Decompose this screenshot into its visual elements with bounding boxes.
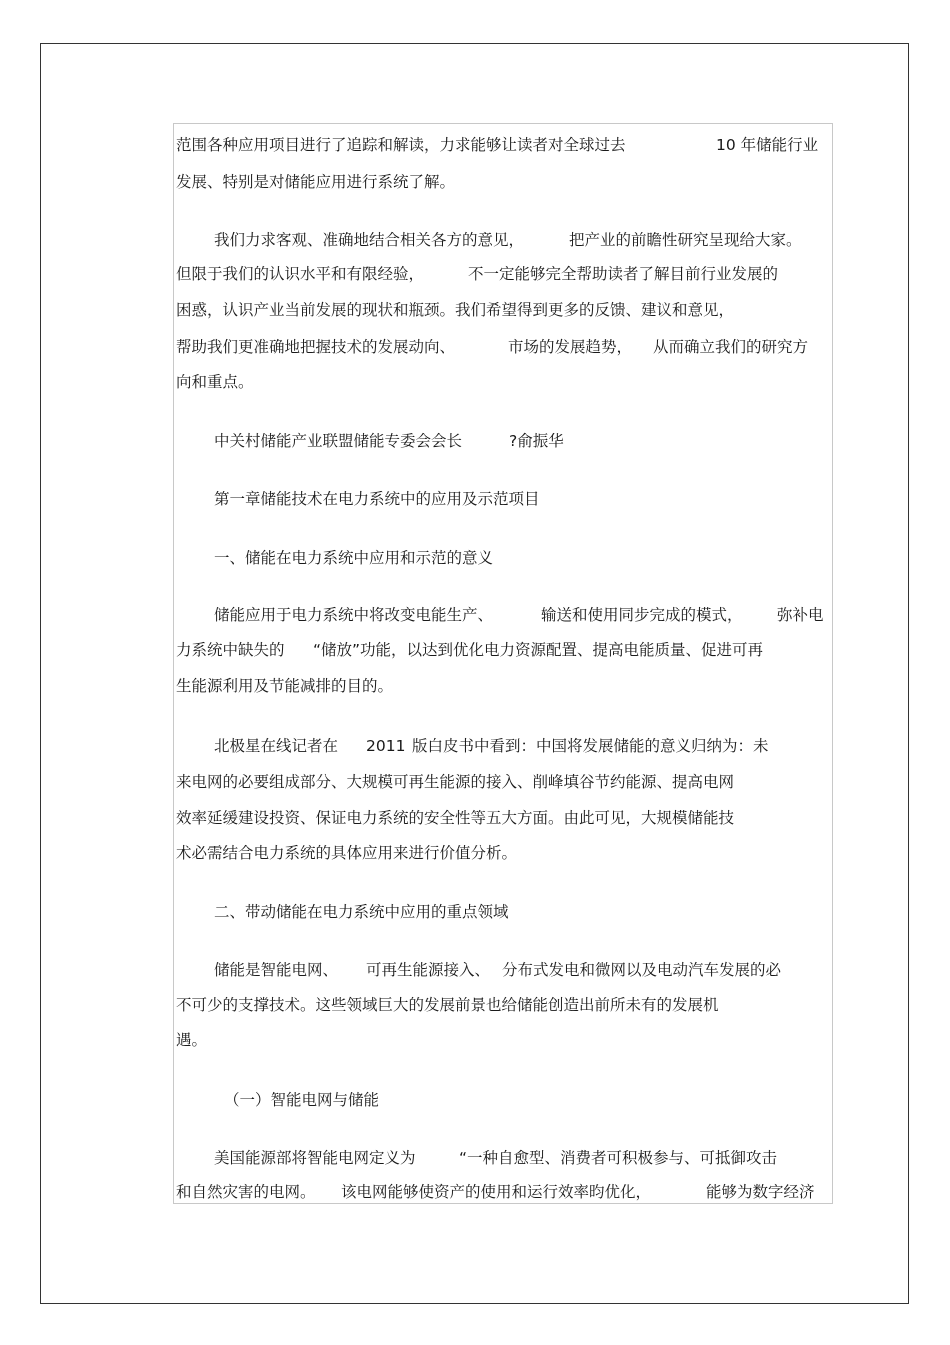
chapter-title: 第一章储能技术在电力系统中的应用及示范项目 bbox=[214, 490, 540, 508]
p3-line-2 bbox=[176, 640, 832, 660]
p3-line-1-b: 输送和使用同步完成的模式， bbox=[541, 606, 743, 624]
p6-line-2-a: 和自然灾害的电网。 bbox=[176, 1183, 316, 1201]
p2-line-3: 困惑，认识产业当前发展的现状和瓶颈。我们希望得到更多的反馈、建议和意见， bbox=[176, 301, 735, 319]
p2-line-4 bbox=[176, 337, 832, 357]
section-2-title: 二、带动储能在电力系统中应用的重点领域 bbox=[214, 903, 509, 921]
signature-title: 中关村储能产业联盟储能专委会会长 bbox=[214, 432, 463, 450]
p2-line-1-a: 我们力求客观、准确地结合相关各方的意见， bbox=[214, 231, 525, 249]
p4-line-1-a: 北极星在线记者在 bbox=[214, 737, 339, 755]
p3-line-1 bbox=[214, 605, 832, 625]
p1-line-1 bbox=[176, 135, 832, 155]
p2-line-2-a: 但限于我们的认识水平和有限经验， bbox=[176, 265, 425, 283]
p3-line-2-b: “储放”功能，以达到优化电力资源配置、提高电能质量、促进可再 bbox=[313, 641, 764, 659]
p5-line-1-c: 分布式发电和微网以及电动汽车发展的必 bbox=[502, 961, 782, 979]
p4-line-1 bbox=[214, 736, 832, 756]
p2-line-4-a: 帮助我们更准确地把握技术的发展动向、 bbox=[176, 338, 456, 356]
signature bbox=[214, 431, 832, 451]
section-1-title: 一、储能在电力系统中应用和示范的意义 bbox=[214, 549, 494, 567]
p6-line-2 bbox=[176, 1182, 832, 1202]
p2-line-4-c: 从而确立我们的研究方 bbox=[653, 338, 809, 356]
p5-line-3: 遇。 bbox=[176, 1031, 208, 1049]
p4-line-2: 来电网的必要组成部分、大规模可再生能源的接入、削峰填谷节约能源、提高电网 bbox=[176, 773, 735, 791]
p2-line-1 bbox=[214, 230, 832, 250]
p4-line-1-b: 2011 bbox=[366, 737, 406, 755]
subsection-1-title: （一）智能电网与储能 bbox=[224, 1091, 380, 1109]
p6-line-2-b: 该电网能够使资产的使用和运行效率昀优化， bbox=[341, 1183, 652, 1201]
p1-line-1-a: 范围各种应用项目进行了追踪和解读，力求能够让读者对全球过去 bbox=[176, 136, 626, 154]
p4-line-1-c: 版白皮书中看到：中国将发展储能的意义归纳为：未 bbox=[412, 737, 769, 755]
p4-line-3: 效率延缓建设投资、保证电力系统的安全性等五大方面。由此可见，大规模储能技 bbox=[176, 809, 735, 827]
p3-line-1-c: 弥补电 bbox=[777, 606, 824, 624]
p6-line-1-a: 美国能源部将智能电网定义为 bbox=[214, 1149, 416, 1167]
signature-name: ?俞振华 bbox=[509, 432, 564, 450]
p4-line-4: 术必需结合电力系统的具体应用来进行价值分析。 bbox=[176, 844, 518, 862]
p6-line-2-c: 能够为数字经济 bbox=[706, 1183, 815, 1201]
p6-line-1-b: “一种自愈型、消费者可积极参与、可抵御攻击 bbox=[459, 1149, 778, 1167]
p6-line-1 bbox=[214, 1148, 832, 1168]
p2-line-4-b: 市场的发展趋势， bbox=[508, 338, 633, 356]
p2-line-5: 向和重点。 bbox=[176, 373, 254, 391]
p1-line-2: 发展、特别是对储能应用进行系统了解。 bbox=[176, 173, 456, 191]
p3-line-1-a: 储能应用于电力系统中将改变电能生产、 bbox=[214, 606, 494, 624]
p5-line-2: 不可少的支撑技术。这些领域巨大的发展前景也给储能创造出前所未有的发展机 bbox=[176, 996, 719, 1014]
p3-line-3: 生能源利用及节能减排的目的。 bbox=[176, 677, 394, 695]
p1-line-1-b: 10 年储能行业 bbox=[716, 136, 819, 154]
p5-line-1-a: 储能是智能电网、 bbox=[214, 961, 339, 979]
p2-line-1-b: 把产业的前瞻性研究呈现给大家。 bbox=[569, 231, 802, 249]
p2-line-2 bbox=[176, 264, 832, 284]
p3-line-2-a: 力系统中缺失的 bbox=[176, 641, 285, 659]
p5-line-1-b: 可再生能源接入、 bbox=[366, 961, 491, 979]
document-body bbox=[173, 123, 833, 1204]
p5-line-1 bbox=[214, 960, 832, 980]
p2-line-2-b: 不一定能够完全帮助读者了解目前行业发展的 bbox=[468, 265, 779, 283]
